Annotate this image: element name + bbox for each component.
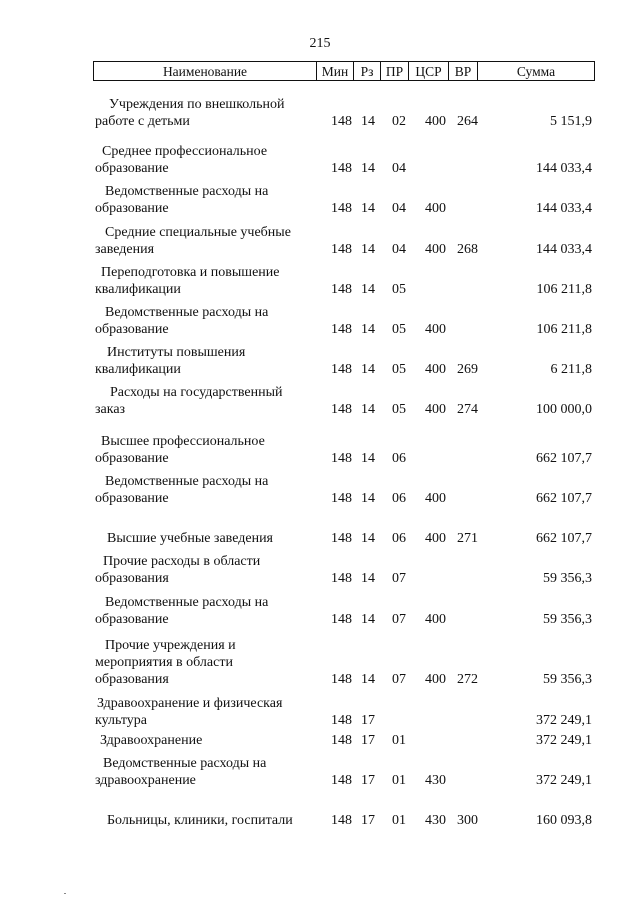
row-name (95, 224, 325, 258)
row-name-line: образование (95, 161, 169, 176)
row-pr: 04 (392, 201, 406, 216)
row-name-line: Учреждения по внешкольной (109, 97, 285, 112)
header-pr: ПР (380, 62, 408, 80)
row-rz: 14 (361, 612, 375, 627)
scan-speck (64, 893, 66, 894)
row-min: 148 (331, 773, 352, 788)
row-name (95, 530, 325, 547)
row-name-line: образование (95, 612, 169, 627)
row-csr: 400 (425, 402, 446, 417)
row-pr: 07 (392, 672, 406, 687)
row-rz: 17 (361, 733, 375, 748)
row-name-line: Ведомственные расходы на (105, 474, 269, 489)
row-min: 148 (331, 713, 352, 728)
row-min: 148 (331, 201, 352, 216)
row-csr: 400 (425, 362, 446, 377)
row-sum: 144 033,4 (536, 242, 592, 257)
row-rz: 14 (361, 571, 375, 586)
row-min: 148 (331, 491, 352, 506)
row-name (95, 637, 325, 688)
row-sum: 6 211,8 (550, 362, 592, 377)
row-name-line: Здравоохранение и физическая (97, 696, 283, 711)
row-rz: 14 (361, 242, 375, 257)
row-min: 148 (331, 282, 352, 297)
row-name (95, 473, 325, 507)
header-rz: Рз (353, 62, 380, 80)
row-pr: 06 (392, 451, 406, 466)
row-vr: 264 (457, 114, 478, 129)
row-min: 148 (331, 114, 352, 129)
row-name (95, 183, 325, 217)
row-sum: 372 249,1 (536, 773, 592, 788)
row-sum: 372 249,1 (536, 713, 592, 728)
row-vr: 300 (457, 813, 478, 828)
row-sum: 59 356,3 (543, 672, 592, 687)
row-rz: 14 (361, 161, 375, 176)
row-name-line: образования (95, 672, 169, 687)
row-min: 148 (331, 571, 352, 586)
row-name-line: Ведомственные расходы на (105, 305, 269, 320)
row-pr: 05 (392, 282, 406, 297)
row-min: 148 (331, 402, 352, 417)
row-name-line: Расходы на государственный (110, 385, 283, 400)
row-name-line: заказ (95, 402, 126, 417)
header-sum: Сумма (477, 62, 594, 80)
row-name-line: заведения (95, 242, 155, 257)
row-csr: 430 (425, 813, 446, 828)
row-name (95, 304, 325, 338)
row-name (95, 384, 325, 418)
row-pr: 01 (392, 733, 406, 748)
row-pr: 06 (392, 531, 406, 546)
row-name (95, 594, 325, 628)
header-csr: ЦСР (408, 62, 448, 80)
row-name-line: Прочие расходы в области (103, 554, 261, 569)
row-csr: 400 (425, 242, 446, 257)
row-name-line: работе с детьми (95, 114, 190, 129)
row-pr: 01 (392, 773, 406, 788)
row-rz: 14 (361, 201, 375, 216)
row-name-line: культура (95, 713, 147, 728)
page-number: 215 (309, 36, 331, 51)
row-vr: 268 (457, 242, 478, 257)
row-name-line: квалификации (95, 362, 181, 377)
row-min: 148 (331, 242, 352, 257)
row-min: 148 (331, 733, 352, 748)
row-pr: 05 (392, 402, 406, 417)
row-pr: 06 (392, 491, 406, 506)
row-pr: 07 (392, 571, 406, 586)
row-csr: 430 (425, 773, 446, 788)
row-sum: 106 211,8 (536, 322, 592, 337)
row-name-line: Высшие учебные заведения (107, 531, 273, 546)
row-min: 148 (331, 161, 352, 176)
row-name-line: Больницы, клиники, госпитали (107, 813, 293, 828)
row-rz: 17 (361, 773, 375, 788)
row-name-line: квалификации (95, 282, 181, 297)
row-name-line: Институты повышения (107, 345, 246, 360)
row-name (95, 553, 325, 587)
row-sum: 5 151,9 (550, 114, 592, 129)
row-csr: 400 (425, 672, 446, 687)
row-sum: 662 107,7 (536, 451, 592, 466)
row-min: 148 (331, 362, 352, 377)
row-name (95, 433, 325, 467)
row-csr: 400 (425, 531, 446, 546)
row-rz: 14 (361, 362, 375, 377)
row-min: 148 (331, 612, 352, 627)
row-name (95, 732, 325, 749)
row-name-line: Ведомственные расходы на (103, 756, 267, 771)
header-vr: ВР (448, 62, 477, 80)
row-rz: 14 (361, 451, 375, 466)
row-name (95, 812, 325, 829)
row-vr: 272 (457, 672, 478, 687)
row-rz: 17 (361, 713, 375, 728)
row-name (95, 143, 325, 177)
row-rz: 14 (361, 282, 375, 297)
row-name-line: Средние специальные учебные (105, 225, 291, 240)
row-name-line: Здравоохранение (100, 733, 203, 748)
row-name (95, 96, 325, 130)
row-min: 148 (331, 531, 352, 546)
row-name-line: Прочие учреждения и (105, 638, 236, 653)
row-name-line: Ведомственные расходы на (105, 184, 269, 199)
row-min: 148 (331, 451, 352, 466)
row-name (95, 695, 325, 729)
row-rz: 14 (361, 672, 375, 687)
row-csr: 400 (425, 114, 446, 129)
row-pr: 01 (392, 813, 406, 828)
row-name-line: Среднее профессиональное (102, 144, 268, 159)
header-name: Наименование (162, 64, 248, 79)
row-rz: 14 (361, 114, 375, 129)
row-min: 148 (331, 672, 352, 687)
row-pr: 04 (392, 161, 406, 176)
row-name-line: Переподготовка и повышение (101, 265, 280, 280)
row-pr: 05 (392, 322, 406, 337)
table-header (93, 61, 595, 81)
row-csr: 400 (425, 322, 446, 337)
row-name (95, 755, 325, 789)
row-sum: 372 249,1 (536, 733, 592, 748)
row-vr: 274 (457, 402, 478, 417)
row-name-line: образование (95, 322, 169, 337)
row-csr: 400 (425, 491, 446, 506)
row-sum: 100 000,0 (536, 402, 592, 417)
row-pr: 04 (392, 242, 406, 257)
row-name-line: образование (95, 201, 169, 216)
row-sum: 160 093,8 (536, 813, 592, 828)
row-name-line: Ведомственные расходы на (105, 595, 269, 610)
row-rz: 14 (361, 322, 375, 337)
row-sum: 662 107,7 (536, 491, 592, 506)
row-name-line: здравоохранение (95, 773, 196, 788)
row-csr: 400 (425, 201, 446, 216)
row-rz: 17 (361, 813, 375, 828)
row-sum: 144 033,4 (536, 161, 592, 176)
header-min: Мин (316, 62, 353, 80)
row-rz: 14 (361, 402, 375, 417)
row-pr: 02 (392, 114, 406, 129)
row-rz: 14 (361, 531, 375, 546)
row-name-line: мероприятия в области (95, 655, 233, 670)
row-vr: 271 (457, 531, 478, 546)
row-min: 148 (331, 322, 352, 337)
row-sum: 59 356,3 (543, 612, 592, 627)
row-vr: 269 (457, 362, 478, 377)
row-min: 148 (331, 813, 352, 828)
row-csr: 400 (425, 612, 446, 627)
row-pr: 07 (392, 612, 406, 627)
row-name-line: образование (95, 451, 169, 466)
row-pr: 05 (392, 362, 406, 377)
row-name-line: Высшее профессиональное (101, 434, 265, 449)
row-sum: 662 107,7 (536, 531, 592, 546)
row-rz: 14 (361, 491, 375, 506)
row-sum: 59 356,3 (543, 571, 592, 586)
row-name (95, 264, 325, 298)
row-name-line: образования (95, 571, 169, 586)
row-name (95, 344, 325, 378)
row-name-line: образование (95, 491, 169, 506)
row-sum: 144 033,4 (536, 201, 592, 216)
row-sum: 106 211,8 (536, 282, 592, 297)
